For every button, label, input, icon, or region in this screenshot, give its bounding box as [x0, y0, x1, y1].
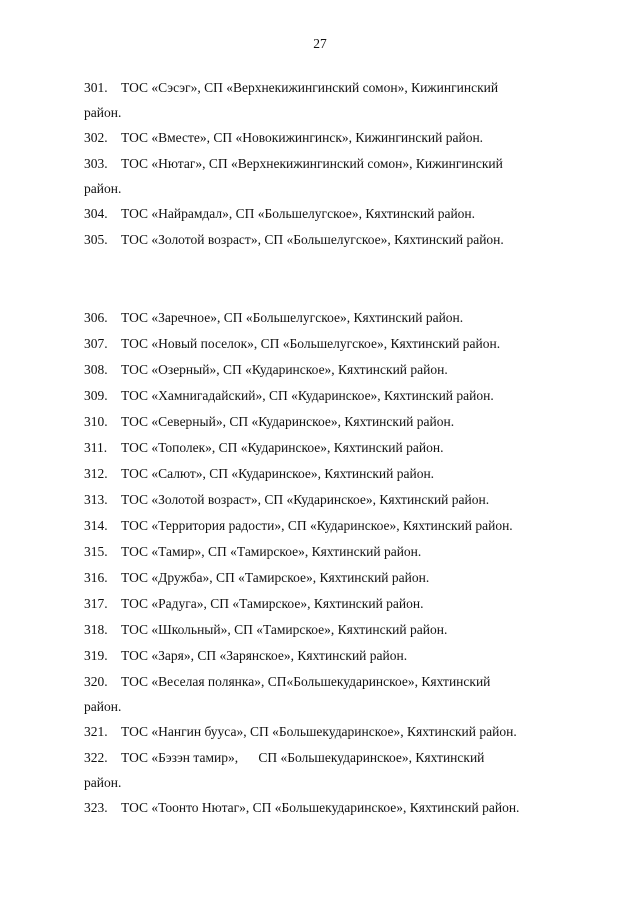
item-text-continuation: район.: [84, 699, 122, 714]
list-item: [84, 745, 584, 795]
item-text: ТОС «Тамир», СП «Тамирское», Кяхтинский район.: [121, 544, 422, 559]
item-text: ТОС «Тополек», СП «Кударинское», Кяхтинский район.: [121, 440, 444, 455]
list-item: [84, 305, 584, 331]
item-text: ТОС «Золотой возраст», СП «Кударинское», Кяхтинский район.: [121, 492, 490, 507]
item-number: 303.: [84, 156, 108, 171]
section-gap: [84, 253, 584, 305]
item-number: 319.: [84, 648, 108, 663]
item-number: 313.: [84, 492, 108, 507]
item-text: ТОС «Северный», СП «Кударинское», Кяхтинский район.: [121, 414, 455, 429]
item-number: 316.: [84, 570, 108, 585]
list-item: [84, 125, 584, 151]
list-item: [84, 669, 584, 719]
list-item: [84, 435, 584, 461]
list-item: [84, 227, 584, 253]
list-item: [84, 617, 584, 643]
item-number: 317.: [84, 596, 108, 611]
item-text: ТОС «Бэзэн тамир», СП «Большекударинское», Кяхтинский: [121, 750, 485, 765]
item-text-continuation: район.: [84, 181, 122, 196]
list-item: [84, 591, 584, 617]
item-text: ТОС «Салют», СП «Кударинское», Кяхтинский район.: [121, 466, 435, 481]
item-number: 307.: [84, 336, 108, 351]
item-text: ТОС «Веселая полянка», СП«Большекударинское», Кяхтинский: [121, 674, 491, 689]
item-text: ТОС «Дружба», СП «Тамирское», Кяхтинский район.: [121, 570, 430, 585]
item-text: ТОС «Вместе», СП «Новокижингинск», Кижингинский район.: [121, 130, 484, 145]
item-text: ТОС «Заречное», СП «Большелугское», Кяхтинский район.: [121, 310, 464, 325]
item-number: 306.: [84, 310, 108, 325]
item-number: 321.: [84, 724, 108, 739]
item-text: ТОС «Нютаг», СП «Верхнекижингинский сомон», Кижингинский: [121, 156, 503, 171]
item-number: 323.: [84, 800, 108, 815]
list-item: [84, 719, 584, 745]
item-text-continuation: район.: [84, 105, 122, 120]
item-text: ТОС «Озерный», СП «Кударинское», Кяхтинский район.: [121, 362, 448, 377]
item-text: ТОС «Радуга», СП «Тамирское», Кяхтинский район.: [121, 596, 424, 611]
item-number: 315.: [84, 544, 108, 559]
item-text: ТОС «Нангин бууса», СП «Большекударинское», Кяхтинский район.: [121, 724, 517, 739]
list-item: [84, 487, 584, 513]
item-text: ТОС «Золотой возраст», СП «Большелугское», Кяхтинский район.: [121, 232, 504, 247]
list-item: [84, 795, 584, 821]
item-text: ТОС «Территория радости», СП «Кударинское», Кяхтинский район.: [121, 518, 513, 533]
item-text: ТОС «Хамнигадайский», СП «Кударинское», Кяхтинский район.: [121, 388, 494, 403]
tos-list: [84, 75, 584, 821]
list-item: [84, 513, 584, 539]
item-number: 311.: [84, 440, 108, 455]
item-number: 314.: [84, 518, 108, 533]
item-number: 308.: [84, 362, 108, 377]
item-number: 309.: [84, 388, 108, 403]
list-item: [84, 151, 584, 201]
item-number: 312.: [84, 466, 108, 481]
list-item: [84, 201, 584, 227]
list-item: [84, 331, 584, 357]
item-number: 320.: [84, 674, 108, 689]
item-number: 304.: [84, 206, 108, 221]
item-number: 318.: [84, 622, 108, 637]
item-text-continuation: район.: [84, 775, 122, 790]
page-number: 27: [313, 36, 327, 51]
list-item: [84, 643, 584, 669]
item-text: ТОС «Найрамдал», СП «Большелугское», Кяхтинский район.: [121, 206, 476, 221]
list-item: [84, 461, 584, 487]
item-text: ТОС «Новый поселок», СП «Большелугское», Кяхтинский район.: [121, 336, 501, 351]
item-text: ТОС «Тоонто Нютаг», СП «Большекударинское», Кяхтинский район.: [121, 800, 520, 815]
item-number: 310.: [84, 414, 108, 429]
item-number: 301.: [84, 80, 108, 95]
item-text: ТОС «Школьный», СП «Тамирское», Кяхтинский район.: [121, 622, 448, 637]
list-item: [84, 565, 584, 591]
list-item: [84, 409, 584, 435]
item-text: ТОС «Заря», СП «Зарянское», Кяхтинский район.: [121, 648, 408, 663]
list-item: [84, 539, 584, 565]
list-item: [84, 75, 584, 125]
list-item: [84, 383, 584, 409]
list-item: [84, 357, 584, 383]
item-text: ТОС «Сэсэг», СП «Верхнекижингинский сомон», Кижингинский: [121, 80, 499, 95]
item-number: 302.: [84, 130, 108, 145]
item-number: 305.: [84, 232, 108, 247]
item-number: 322.: [84, 750, 108, 765]
